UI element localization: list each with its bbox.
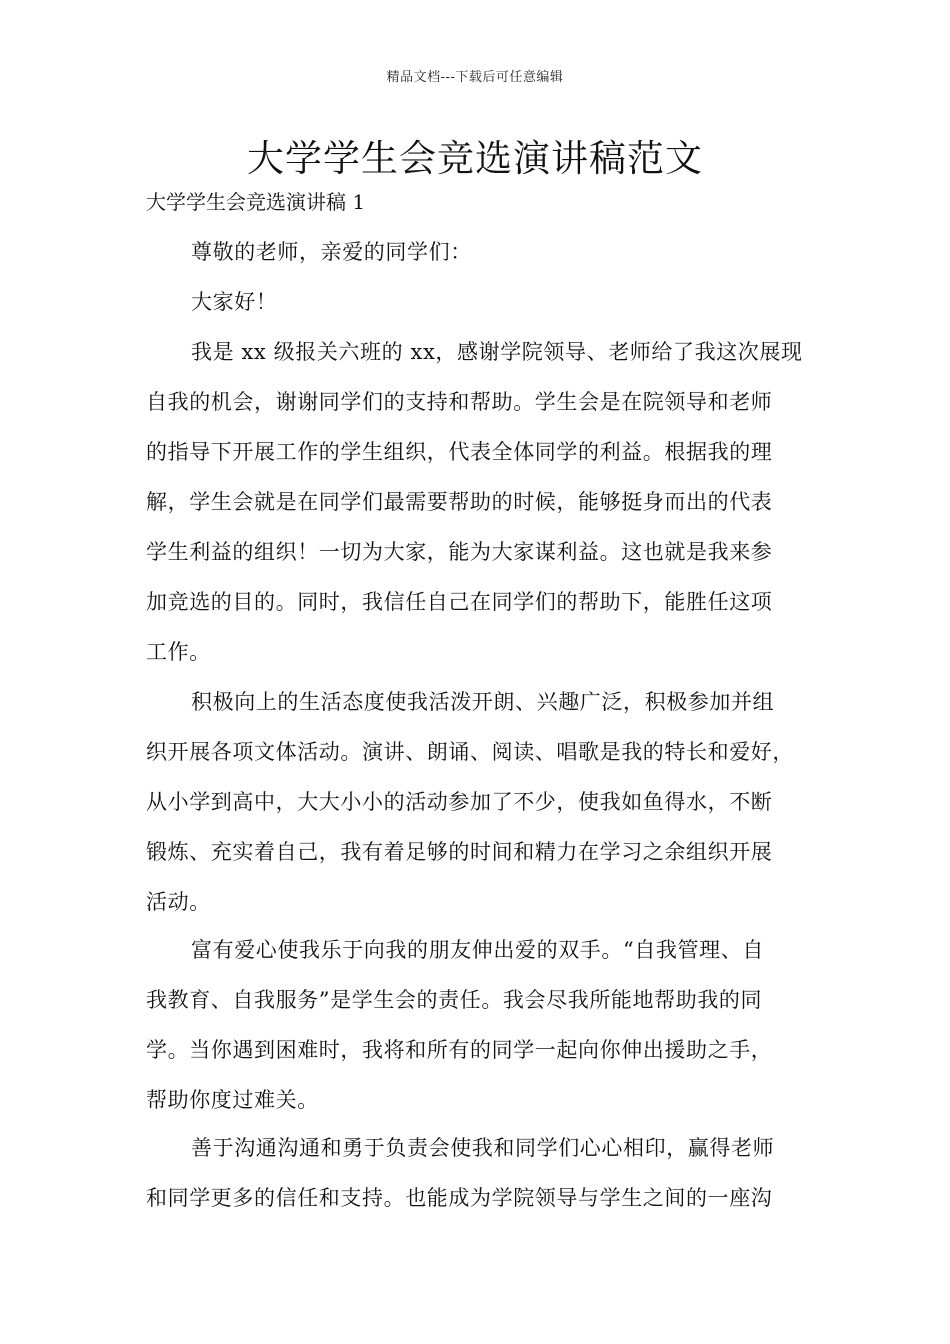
paragraph-line: 解，学生会就是在同学们最需要帮助的时候，能够挺身而出的代表 xyxy=(146,490,773,514)
hello-text: 大家好！ xyxy=(191,290,278,314)
paragraph-line: 自我的机会，谢谢同学们的支持和帮助。学生会是在院领导和老师 xyxy=(146,390,773,414)
document-subtitle: 大学学生会竞选演讲稿 1 xyxy=(146,190,366,214)
paragraph-1 xyxy=(146,327,826,677)
hello-line xyxy=(146,277,826,327)
paragraph-line: 工作。 xyxy=(146,640,211,664)
paragraph-line: 学。当你遇到困难时，我将和所有的同学一起向你伸出援助之手， xyxy=(146,1038,773,1062)
document-title: 大学学生会竞选演讲稿范文 xyxy=(247,137,703,180)
paragraph-line: 学生利益的组织！一切为大家，能为大家谋利益。这也就是我来参 xyxy=(146,540,773,564)
paragraph-line: 富有爱心使我乐于向我的朋友伸出爱的双手。“自我管理、自 xyxy=(191,938,764,962)
paragraph-line: 加竞选的目的。同时，我信任自己在同学们的帮助下，能胜任这项 xyxy=(146,590,773,614)
paragraph-line: 的指导下开展工作的学生组织，代表全体同学的利益。根据我的理 xyxy=(146,440,773,464)
paragraph-line: 善于沟通沟通和勇于负责会使我和同学们心心相印，赢得老师 xyxy=(191,1136,775,1160)
paragraph-line: 织开展各项文体活动。演讲、朗诵、阅读、唱歌是我的特长和爱好， xyxy=(146,740,794,764)
paragraph-3 xyxy=(146,925,826,1125)
paragraph-line: 我是 xx 级报关六班的 xx，感谢学院领导、老师给了我这次展现 xyxy=(191,340,803,364)
greeting-line xyxy=(146,227,826,277)
paragraph-line: 积极向上的生活态度使我活泼开朗、兴趣广泛，积极参加并组 xyxy=(191,690,775,714)
header-note: 精品文档---下载后可任意编辑 xyxy=(386,70,564,85)
paragraph-4 xyxy=(146,1123,826,1223)
greeting-text: 尊敬的老师，亲爱的同学们： xyxy=(191,240,472,264)
paragraph-line: 我教育、自我服务”是学生会的责任。我会尽我所能地帮助我的同 xyxy=(146,988,763,1012)
paragraph-line: 锻炼、充实着自己，我有着足够的时间和精力在学习之余组织开展 xyxy=(146,840,773,864)
paragraph-line: 活动。 xyxy=(146,890,211,914)
paragraph-line: 从小学到高中，大大小小的活动参加了不少，使我如鱼得水，不断 xyxy=(146,790,773,814)
paragraph-line: 帮助你度过难关。 xyxy=(146,1088,319,1112)
paragraph-line: 和同学更多的信任和支持。也能成为学院领导与学生之间的一座沟 xyxy=(146,1186,773,1210)
paragraph-2 xyxy=(146,677,826,927)
